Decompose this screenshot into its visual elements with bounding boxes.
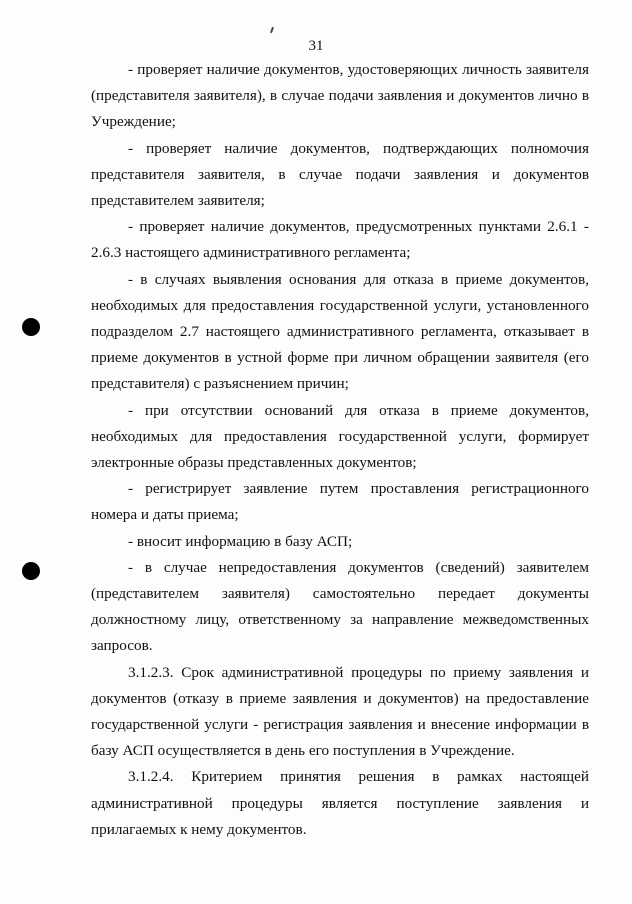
paragraph-3-1-2-3: 3.1.2.3. Срок административной процедуры по приему заявления и документов (отказу в приеме заявления и документов) на предоставление государственной услуги - регистрация заявления и внесение информации в базу АСП осуществляется в день его поступления в Учреждение. <box>91 663 589 760</box>
paragraph-electronic-images: - при отсутствии оснований для отказа в приеме документов, необходимых для предоставления государственной услуги, формирует электронные образы представленных документов; <box>91 401 589 472</box>
punch-hole <box>22 562 40 580</box>
paragraph-refusal: - в случаях выявления основания для отказа в приеме документов, необходимых для предоставления государственной услуги, установленного подразделом 2.7 настоящего административного регламента, отказывает в приеме документов в устной форме при личном обращении заявителя (его представителя) с разъяснением причин; <box>91 270 589 393</box>
paragraph-check-documents: - проверяет наличие документов, предусмотренных пунктами 2.6.1 - 2.6.3 настоящего административного регламента; <box>91 218 589 262</box>
punch-hole <box>22 318 40 336</box>
page-number: 31 <box>308 38 324 54</box>
scan-speck <box>270 27 274 33</box>
paragraph-check-authority: - проверяет наличие документов, подтверждающих полномочия представителя заявителя, в случае подачи заявления и документов представителем заявителя; <box>91 139 589 210</box>
paragraph-asp-entry: - вносит информацию в базу АСП; <box>128 532 353 550</box>
paragraph-3-1-2-4: 3.1.2.4. Критерием принятия решения в рамках настоящей административной процедуры является поступление заявления и прилагаемых к нему документов. <box>91 768 589 838</box>
paragraph-registration: - регистрирует заявление путем проставления регистрационного номера и даты приема; <box>91 480 589 524</box>
paragraph-interagency-requests: - в случае непредоставления документов (сведений) заявителем (представителем заявителя) самостоятельно передает документы должностному лицу, ответственному за направление межведомственных запросов. <box>91 558 589 655</box>
document-body <box>91 57 589 843</box>
paragraph-check-identity: - проверяет наличие документов, удостоверяющих личность заявителя (представителя заявителя), в случае подачи заявления и документов лично в Учреждение; <box>91 61 589 131</box>
